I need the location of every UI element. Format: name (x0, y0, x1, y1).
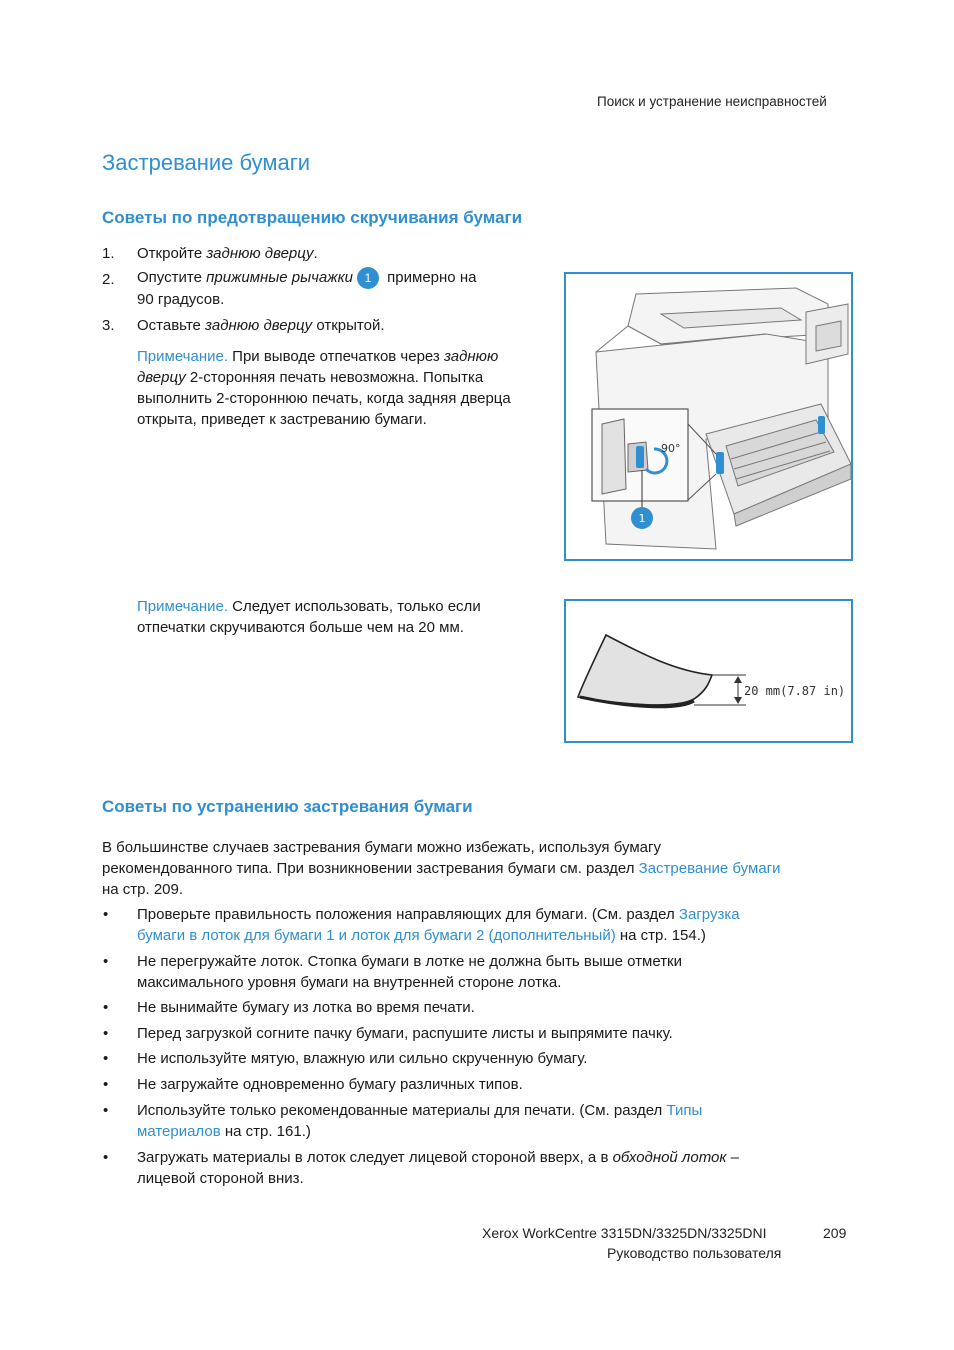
footer-product: Xerox WorkCentre 3315DN/3325DN/3325DNI (482, 1225, 767, 1241)
bullet-marker: • (103, 1102, 109, 1119)
bullet-marker: • (103, 1149, 109, 1166)
page-title: Застревание бумаги (102, 150, 311, 175)
figure-callout-number: 1 (638, 512, 646, 525)
jam-intro: В большинстве случаев застревания бумаги можно избежать, используя бумагу рекомендованного типа. При возникновении застревания бумаги см. раздел Застревание бумаги на стр. 209. (102, 839, 781, 898)
link-loading-paper[interactable]: Загрузка (678, 906, 740, 923)
curl-measurement-label: 20 mm(7.87 in) (744, 684, 846, 698)
angle-label: 90° (661, 442, 681, 455)
bullet-item-recommended: Используйте только рекомендованные материалы для печати. (См. раздел Типы материалов на стр. 161.) (137, 1102, 703, 1140)
paper-curl-figure (564, 599, 853, 743)
printer-rear-door-figure (564, 272, 853, 561)
step-2-text: Опустите прижимные рычажки 1 примерно на 90 градусов. (137, 269, 477, 309)
note-curl-limit: Примечание. Следует использовать, только если отпечатки скручиваются больше чем на 20 мм. (137, 598, 481, 636)
link-paper-jam[interactable]: Застревание бумаги (638, 860, 781, 877)
bullet-item-fan-paper: Перед загрузкой согните пачку бумаги, распушите листы и выпрямите пачку. (137, 1025, 673, 1042)
bullet-item-overload: Не перегружайте лоток. Стопка бумаги в лотке не должна быть выше отметки максимального уровня бумаги на внутренней стороне лотка. (137, 953, 683, 991)
section-heading-curl: Советы по предотвращению скручивания бумаги (102, 208, 523, 227)
link-media-types[interactable]: Типы (666, 1102, 703, 1119)
section-heading-jam: Советы по устранению застревания бумаги (102, 797, 473, 816)
bullet-marker: • (103, 1076, 109, 1093)
footer-guide: Руководство пользователя (607, 1245, 782, 1261)
step-number: 3. (102, 317, 115, 334)
bullet-item-damaged: Не используйте мятую, влажную или сильно скрученную бумагу. (137, 1050, 588, 1067)
bullet-marker: • (103, 999, 109, 1016)
step-3-text: Оставьте заднюю дверцу открытой. (137, 317, 385, 334)
link-media-types-cont[interactable]: материалов (137, 1123, 221, 1140)
running-header: Поиск и устранение неисправностей (597, 94, 827, 109)
printer-illustration (566, 274, 851, 559)
note-rear-door: Примечание. При выводе отпечатков через заднюю дверцу 2-сторонняя печать невозможна. Попытка выполнить 2-стороннюю печать, когда задняя дверца открыта, приведет к застреванию бумаги. (137, 348, 511, 428)
step-1-text: Откройте заднюю дверцу. (137, 245, 318, 262)
bullet-marker: • (103, 906, 109, 923)
bullet-marker: • (103, 953, 109, 970)
bullet-item-guides: Проверьте правильность положения направляющих для бумаги. (См. раздел Загрузка бумаги в лоток для бумаги 1 и лоток для бумаги 2 (дополнительный) на стр. 154.) (137, 906, 740, 944)
bullet-item-no-remove: Не вынимайте бумагу из лотка во время печати. (137, 999, 475, 1016)
link-loading-paper-cont[interactable]: бумаги в лоток для бумаги 1 и лоток для бумаги 2 (дополнительный) (137, 927, 616, 944)
callout-badge: 1 (357, 267, 379, 289)
bullet-item-face-up: Загружать материалы в лоток следует лицевой стороной вверх, а в обходной лоток – лицевой стороной вниз. (137, 1149, 739, 1187)
footer-page-number: 209 (823, 1225, 847, 1241)
bullet-item-mixed-types: Не загружайте одновременно бумагу различных типов. (137, 1076, 523, 1093)
curled-paper-illustration (566, 601, 851, 741)
step-number: 2. (102, 271, 115, 288)
step-number: 1. (102, 245, 115, 262)
bullet-marker: • (103, 1025, 109, 1042)
bullet-marker: • (103, 1050, 109, 1067)
